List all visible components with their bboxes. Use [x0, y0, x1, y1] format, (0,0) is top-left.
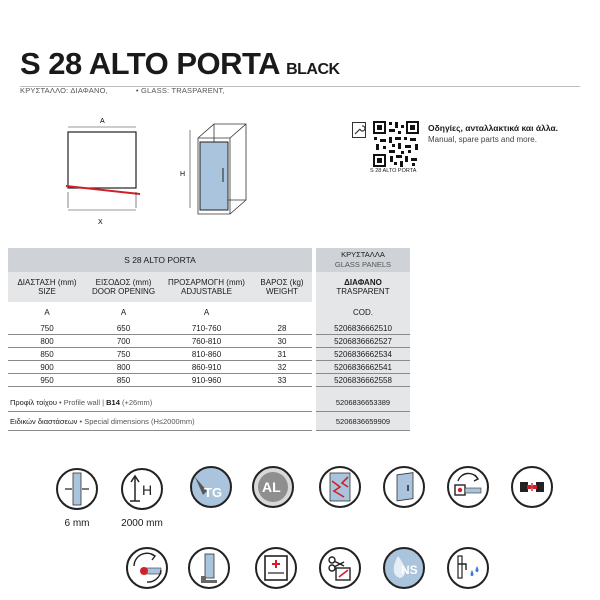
qr-text-greek: Οδηγίες, ανταλλακτικά και άλλα. [428, 123, 559, 133]
shower-3d-drawing [176, 116, 256, 224]
glass-info-english: • GLASS: TRASPARENT, [135, 86, 225, 95]
qr-code-icon[interactable] [372, 120, 420, 168]
table-row: 800 700 760-810 30 5206836662527 [8, 335, 410, 348]
dim-h-label: H [180, 171, 186, 178]
extension-profile-icon [510, 465, 554, 509]
glass-thickness-icon [55, 467, 99, 511]
wall-profile-icon [187, 546, 231, 590]
qr-text-english: Manual, spare parts and more. [428, 135, 537, 144]
tempered-glass-icon [189, 465, 233, 509]
height-letter: H [142, 482, 153, 498]
adjustment-icon [446, 465, 490, 509]
sub-weight [252, 302, 312, 322]
glass-info-greek: ΚΡΥΣΤΑΛΛΟ: ΔΙΑΦΑΝΟ, [20, 86, 108, 95]
glass-info [20, 86, 225, 95]
qr-caption: S 28 ALTO PORTA [370, 168, 417, 174]
spec-table [8, 248, 410, 431]
product-title: S 28 ALTO PORTA [20, 46, 281, 81]
rotating-hinge-icon [125, 546, 169, 590]
aluminium-icon [251, 465, 295, 509]
special-dimensions-row: Ειδικών διαστάσεων • Special dimensions (H≤2000mm) 5206836659909 [8, 412, 410, 431]
sub-a: A [8, 302, 86, 322]
wrench-icon [352, 122, 366, 138]
dim-x-label: X [98, 219, 103, 226]
safety-film-icon [318, 465, 362, 509]
profile-wall-row: Προφίλ τοίχου • Profile wall | B14 (+26mm) 5206836653389 [8, 387, 410, 412]
height-icon [120, 467, 164, 511]
table-row: 750 650 710-760 28 5206836662510 [8, 322, 410, 335]
water-drip-icon [446, 546, 490, 590]
reversible-door-icon [382, 465, 426, 509]
table-title: S 28 ALTO PORTA [8, 248, 312, 272]
code-header: COD. [316, 302, 410, 322]
col-door-opening: ΕΙΣΟΔΟΣ (mm) DOOR OPENING [86, 272, 161, 302]
col-weight: ΒΑΡΟΣ (kg) WEIGHT [252, 272, 312, 302]
tg-text: TG [204, 485, 223, 500]
sub-a: A [86, 302, 161, 322]
door-panel-line [66, 186, 140, 194]
product-variant: BLACK [286, 61, 340, 78]
col-size: ΔΙΑΣΤΑΣΗ (mm) SIZE [8, 272, 86, 302]
spare-parts-icon [254, 546, 298, 590]
col-glass-type: ΔΙΑΦΑΝΟ TRASPARENT [316, 272, 410, 302]
glass-thickness-label: 6 mm [64, 518, 90, 529]
height-label: 2000 mm [121, 518, 163, 529]
table-row: 850 750 810-860 31 5206836662534 [8, 348, 410, 361]
page-title [20, 44, 340, 90]
glass-panels-header: ΚΡΥΣΤΑΛΛΑ GLASS PANELS [316, 248, 410, 272]
table-row: 900 800 860-910 32 5206836662541 [8, 361, 410, 374]
table-row: 950 850 910-960 33 5206836662558 [8, 374, 410, 387]
nano-coating-icon [382, 546, 426, 590]
col-adjustable: ΠΡΟΣΑΡΜΟΓΗ (mm) ADJUSTABLE [161, 272, 252, 302]
dim-a-label: A [100, 118, 105, 125]
top-view-drawing [58, 112, 150, 230]
custom-cut-icon [318, 546, 362, 590]
sub-a: A [161, 302, 252, 322]
ns-text: NS [401, 563, 418, 577]
al-text: AL [262, 479, 281, 495]
